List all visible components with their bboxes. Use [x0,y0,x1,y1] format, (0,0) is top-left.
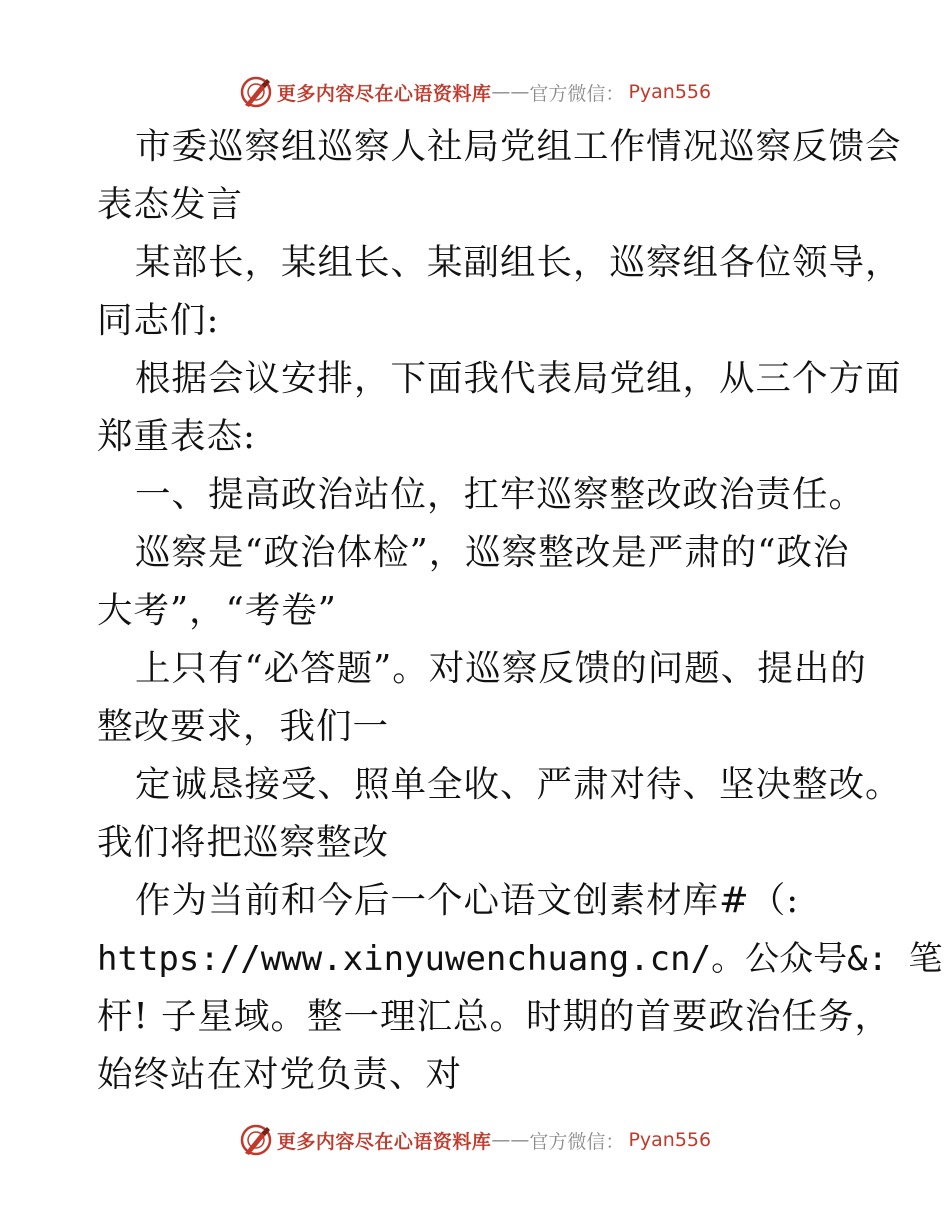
header-watermark [0,72,950,112]
paragraph-line: 上只有“必答题”。对巡察反馈的问题、提出的 [135,648,867,689]
title-line-2: 表态发言 [97,184,244,225]
paragraph-line: 郑重表态: [97,416,256,457]
paragraph-line: 始终站在对党负责、对 [97,1054,463,1095]
paragraph-line: 定诚恳接受、照单全收、严肃对待、坚决整改。 [135,764,902,805]
footer-watermark [0,1120,950,1160]
paragraph-line: 大考”，“考卷” [97,590,337,631]
banner-dash: —— [491,1129,530,1151]
url-line: https://www.xinyuwenchuang.cn/。公众号&: 笔 [97,939,943,979]
salutation-line-2: 同志们: [97,300,220,341]
salutation-line-1: 某部长，某组长、某副组长，巡察组各位领导， [135,242,902,283]
paragraph-line: 巡察是“政治体检”，巡察整改是严肃的“政治 [135,532,850,573]
pen-logo-icon [239,1123,273,1157]
title-line-1: 市委巡察组巡察人社局党组工作情况巡察反馈会 [135,126,902,167]
banner-main-text: 更多内容尽在心语资料库 [276,82,492,105]
banner-dash: —— [491,81,530,103]
section-heading: 一、提高政治站位，扛牢巡察整改政治责任。 [135,474,866,515]
pen-logo-icon [239,75,273,109]
paragraph-line: 作为当前和今后一个心语文创素材库#（: [135,880,800,921]
banner-wechat-label: 官方微信： [529,82,625,105]
document-body [97,118,943,1104]
banner-wechat-id: Pyan556 [628,1129,712,1151]
banner-wechat-id: Pyan556 [628,81,712,103]
banner-main-text: 更多内容尽在心语资料库 [276,1130,492,1153]
banner-wechat-label: 官方微信： [529,1130,625,1153]
paragraph-line: 根据会议安排，下面我代表局党组，从三个方面 [135,358,902,399]
paragraph-line: 我们将把巡察整改 [97,822,390,863]
paragraph-line: 杆! 子星域。整一理汇总。时期的首要政治任务， [97,996,892,1037]
paragraph-line: 整改要求，我们一 [97,706,390,747]
